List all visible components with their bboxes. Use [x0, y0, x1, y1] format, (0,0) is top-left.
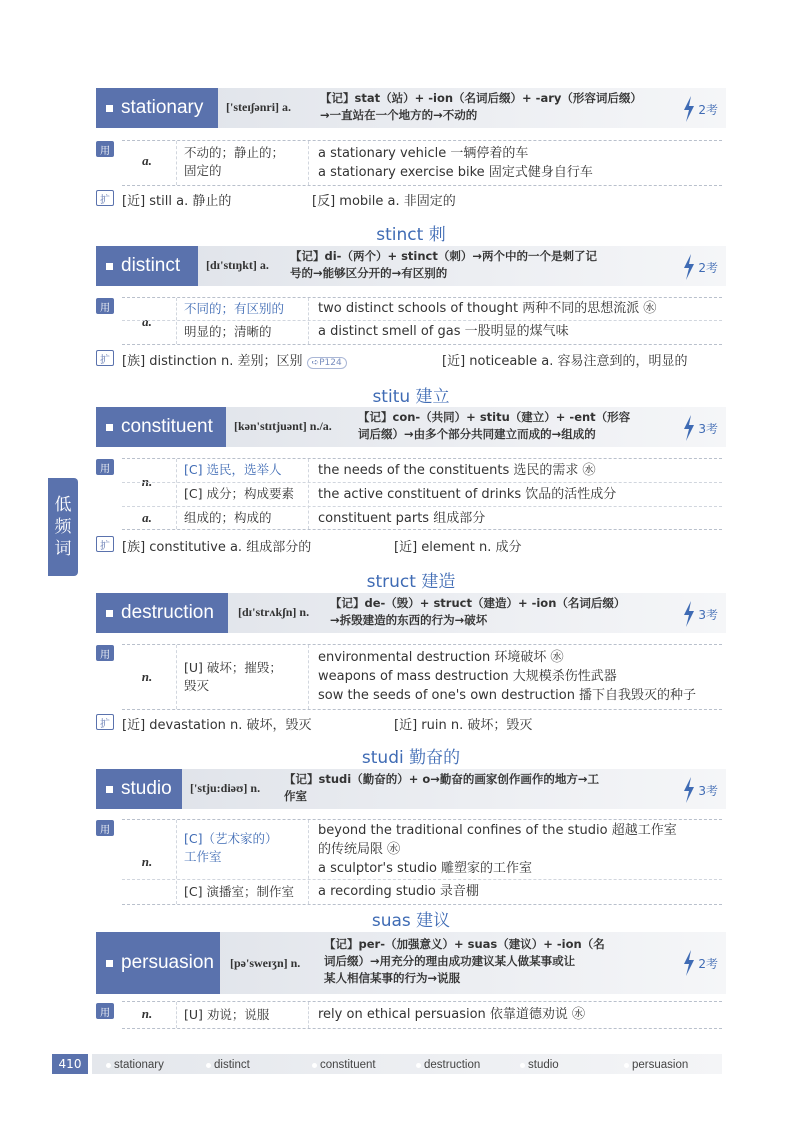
side-tab-low-frequency — [48, 478, 78, 576]
gloss: [C] 选民，选举人 — [184, 462, 282, 477]
related-word: [反] mobile a. 非固定的 — [312, 194, 456, 209]
memory-tip — [320, 90, 642, 124]
headword: stationary — [121, 97, 204, 118]
exam-count — [682, 777, 718, 803]
entry-header-stationary — [96, 88, 726, 128]
memo-line: 号的→能够区分开的→有区别的 — [290, 266, 448, 280]
memo-line: 某人相信某事的行为→说服 — [324, 971, 461, 985]
entry-header-destruction — [96, 593, 726, 633]
extension-icon: 扩 — [96, 714, 114, 730]
related-word: [近] noticeable a. 容易注意到的，明显的 — [442, 354, 688, 369]
part-of-speech: a. — [142, 153, 152, 168]
headword: persuasion — [121, 952, 214, 973]
lightning-icon — [682, 254, 696, 280]
root-heading: stinct 刺 — [376, 225, 446, 245]
gloss: 不同的；有区别的 — [184, 301, 285, 316]
footer-word[interactable]: persuasion — [632, 1059, 689, 1071]
page-footer — [52, 1052, 722, 1076]
page-reference[interactable]: ➪P124 — [307, 357, 347, 369]
example-sentence: a stationary exercise bike 固定式健身自行车 — [318, 165, 593, 180]
square-bullet-icon — [106, 610, 113, 617]
example-sentence: a sculptor's studio 雕塑家的工作室 — [318, 861, 533, 876]
square-bullet-icon — [106, 960, 113, 967]
headword-box — [96, 246, 198, 286]
example-sentence: constituent parts 组成部分 — [318, 511, 486, 526]
part-of-speech: a. — [142, 314, 152, 329]
root-heading: struct 建造 — [366, 572, 456, 592]
exam-label: 3考 — [698, 607, 718, 622]
memo-line: 作室 — [284, 789, 307, 803]
sense-row — [122, 298, 722, 321]
side-tab-char: 频 — [54, 517, 72, 537]
gloss-line: 固定的 — [184, 163, 222, 178]
entry-header-constituent — [96, 407, 726, 447]
usage-icon: 用 — [96, 820, 114, 836]
side-tab-char: 低 — [54, 495, 72, 515]
entry-header-studio — [96, 769, 726, 809]
phonetic: ['stju:diəʊ] n. — [190, 781, 261, 795]
memo-line: 【记】di-（两个）+ stinct（刺）→两个中的一个是刺了记 — [290, 249, 598, 263]
extension-icon: 扩 — [96, 350, 114, 366]
sense-row — [122, 459, 722, 483]
example-sentence: a distinct smell of gas 一股明显的煤气味 — [318, 324, 569, 339]
phonetic: [kən'stɪtjuənt] n./a. — [234, 419, 332, 433]
example-sentence: the needs of the constituents 选民的需求 ㊌ — [318, 463, 596, 478]
gloss: [U] 劝说；说服 — [184, 1007, 270, 1022]
headword: constituent — [121, 416, 213, 437]
lightning-icon — [682, 96, 696, 122]
memo-line: →拆毁建造的东西的行为→破坏 — [330, 613, 488, 627]
related-word-text: [族] distinction n. 差别；区别 — [122, 354, 303, 369]
phonetic: [pə'sweɪʒn] n. — [230, 956, 301, 970]
headword-box — [96, 407, 226, 447]
memo-line: 【记】studi（勤奋的）+ o→勤奋的画家创作画作的地方→工 — [284, 772, 600, 786]
headword: studio — [121, 778, 172, 799]
usage-icon: 用 — [96, 645, 114, 661]
sense-row — [122, 645, 722, 709]
sense-table — [122, 140, 722, 186]
example-sentence: sow the seeds of one's own destruction 播下自我毁灭的种子 — [318, 688, 697, 703]
lightning-icon — [682, 777, 696, 803]
example-sentence: environmental destruction 环境破坏 ㊌ — [318, 650, 564, 665]
related-word: [近] devastation n. 破坏，毁灭 — [122, 718, 312, 733]
sense-row — [122, 1002, 722, 1028]
example-sentence: a recording studio 录音棚 — [318, 884, 479, 899]
lightning-icon — [682, 950, 696, 976]
footer-word[interactable]: distinct — [214, 1059, 250, 1071]
memo-line: →一直站在一个地方的→不动的 — [320, 108, 478, 122]
exam-label: 3考 — [698, 421, 718, 436]
headword-box — [96, 593, 228, 633]
headword: destruction — [121, 602, 214, 623]
example-sentence: rely on ethical persuasion 依靠道德劝说 ㊌ — [318, 1007, 586, 1022]
sense-row — [122, 820, 722, 880]
footer-word[interactable]: destruction — [424, 1059, 481, 1071]
phonetic: ['steɪʃənri] a. — [226, 100, 292, 114]
sense-row — [122, 507, 722, 531]
gloss-line: 工作室 — [184, 849, 222, 864]
footer-word-index — [92, 1054, 722, 1074]
usage-icon: 用 — [96, 298, 114, 314]
headword-box — [96, 932, 220, 994]
related-word: [近] still a. 静止的 — [122, 194, 232, 209]
examples — [318, 821, 677, 878]
extension-icon: 扩 — [96, 536, 114, 552]
sense-table — [122, 1001, 722, 1029]
exam-count — [682, 254, 718, 280]
sense-table — [122, 458, 722, 530]
gloss — [184, 659, 282, 695]
root-heading: suas 建议 — [371, 911, 451, 931]
side-tab-char: 词 — [54, 539, 72, 559]
exam-count — [682, 950, 718, 976]
square-bullet-icon — [106, 424, 113, 431]
memo-line: 词后缀）→由多个部分共同建立而成的→组成的 — [358, 427, 596, 441]
exam-count — [682, 601, 718, 627]
memo-line: 【记】con-（共同）+ stitu（建立）+ -ent（形容 — [358, 410, 631, 424]
square-bullet-icon — [106, 786, 113, 793]
exam-count — [682, 96, 718, 122]
usage-icon: 用 — [96, 141, 114, 157]
gloss: [C] 演播室；制作室 — [184, 884, 294, 899]
memory-tip — [324, 936, 605, 987]
footer-word[interactable]: studio — [528, 1059, 559, 1071]
example-sentence: weapons of mass destruction 大规模杀伤性武器 — [318, 669, 617, 684]
usage-icon: 用 — [96, 1003, 114, 1019]
related-word: [近] ruin n. 破坏；毁灭 — [394, 718, 533, 733]
gloss-line: 毁灭 — [184, 678, 210, 693]
related-word: [近] element n. 成分 — [394, 540, 522, 555]
part-of-speech: a. — [142, 510, 152, 525]
exam-count — [682, 415, 718, 441]
example-sentence: a stationary vehicle 一辆停着的车 — [318, 146, 529, 161]
extension-icon: 扩 — [96, 190, 114, 206]
page-number: 410 — [52, 1054, 88, 1074]
lightning-icon — [682, 415, 696, 441]
memory-tip — [330, 595, 625, 629]
sense-table — [122, 819, 722, 905]
related-word: [族] constitutive a. 组成部分的 — [122, 540, 312, 555]
gloss — [184, 144, 284, 180]
exam-label: 2考 — [698, 956, 718, 971]
phonetic: [dɪ'stɪŋkt] a. — [206, 258, 269, 272]
memory-tip — [358, 409, 630, 443]
part-of-speech: n. — [141, 854, 153, 869]
square-bullet-icon — [106, 105, 113, 112]
root-heading: studi 勤奋的 — [361, 748, 461, 768]
part-of-speech: n. — [141, 669, 153, 684]
memo-line: 词后缀）→用充分的理由成功建议某人做某事或让 — [324, 954, 576, 968]
root-heading: stitu 建立 — [372, 387, 450, 407]
sense-row — [122, 321, 722, 344]
sense-table — [122, 297, 722, 345]
sense-row — [122, 880, 722, 904]
phonetic: [dɪ'strʌkʃn] n. — [238, 605, 310, 619]
sense-row — [122, 141, 722, 185]
exam-label: 2考 — [698, 260, 718, 275]
related-word — [122, 350, 347, 369]
footer-word[interactable]: constituent — [320, 1059, 376, 1071]
memo-line: 【记】per-（加强意义）+ suas（建议）+ -ion（名 — [324, 937, 605, 951]
lightning-icon — [682, 601, 696, 627]
gloss-line: [C]（艺术家的） — [184, 831, 278, 846]
sense-table — [122, 644, 722, 710]
exam-label: 3考 — [698, 783, 718, 798]
memory-tip — [290, 248, 597, 282]
usage-icon: 用 — [96, 459, 114, 475]
gloss — [184, 830, 277, 866]
footer-word[interactable]: stationary — [114, 1059, 164, 1071]
headword: distinct — [121, 255, 181, 276]
examples — [318, 648, 696, 705]
exam-label: 2考 — [698, 102, 718, 117]
sense-row — [122, 483, 722, 507]
example-sentence: 的传统局限 ㊌ — [318, 842, 401, 857]
memo-line: 【记】de-（毁）+ struct（建造）+ -ion（名词后缀） — [330, 596, 626, 610]
part-of-speech: n. — [141, 474, 153, 489]
gloss-line: 不动的；静止的； — [184, 145, 285, 160]
memory-tip — [284, 771, 599, 805]
example-sentence: beyond the traditional confines of the studio 超越工作室 — [318, 823, 677, 838]
gloss: 组成的；构成的 — [184, 510, 272, 525]
gloss-line-text: [U] 破坏；摧毁； — [184, 660, 282, 675]
headword-box — [96, 769, 182, 809]
example-sentence: the active constituent of drinks 饮品的活性成分 — [318, 487, 617, 502]
entry-header-distinct — [96, 246, 726, 286]
entry-header-persuasion — [96, 932, 726, 994]
memo-line: 【记】stat（站）+ -ion（名词后缀）+ -ary（形容词后缀） — [320, 91, 642, 105]
part-of-speech: n. — [141, 1006, 153, 1021]
gloss: [C] 成分；构成要素 — [184, 486, 294, 501]
headword-box — [96, 88, 218, 128]
example-sentence: two distinct schools of thought 两种不同的思想流派 ㊌ — [318, 301, 657, 316]
square-bullet-icon — [106, 263, 113, 270]
gloss-line — [184, 659, 282, 677]
examples — [318, 144, 593, 182]
gloss: 明显的；清晰的 — [184, 324, 272, 339]
